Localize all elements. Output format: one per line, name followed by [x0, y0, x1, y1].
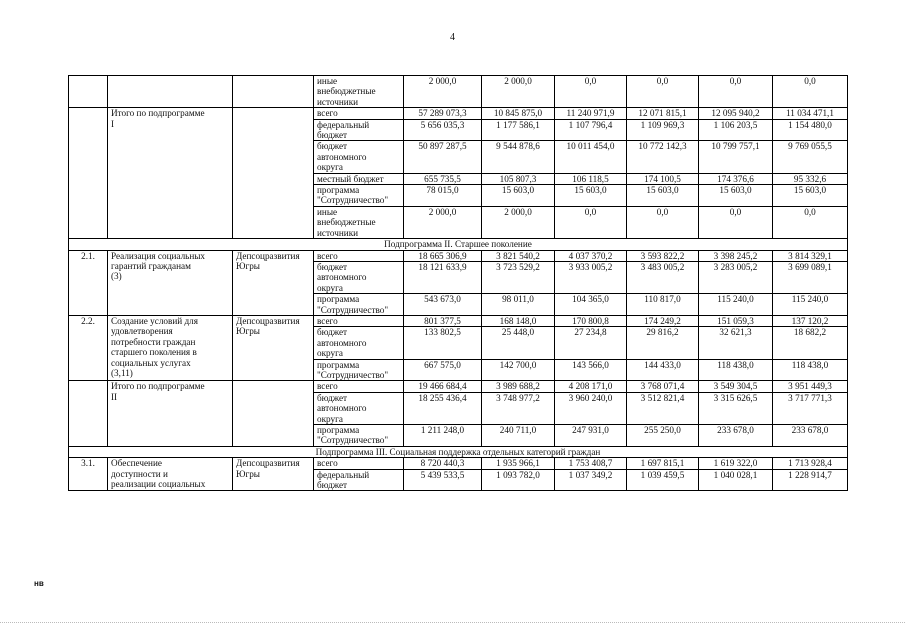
y2019-col-cell: 3 748 977,2	[482, 392, 555, 424]
executor-cell	[233, 108, 314, 239]
y2021-col-cell: 0,0	[627, 206, 699, 238]
footer-initials: нв	[34, 579, 44, 588]
y2022-col-cell: 1 040 028,1	[699, 469, 773, 491]
y2021-col-cell: 110 817,0	[627, 294, 699, 316]
y2023-col-cell: 115 240,0	[773, 294, 848, 316]
total-col-cell: 655 735,5	[404, 173, 482, 184]
y2020-col-cell: 104 365,0	[555, 294, 627, 316]
funding-source-cell: федеральный бюджет	[314, 119, 404, 141]
total-col-cell: 57 289 073,3	[404, 108, 482, 119]
funding-source-cell: местный бюджет	[314, 173, 404, 184]
total-col-cell: 5 439 533,5	[404, 469, 482, 491]
table-row	[69, 108, 848, 119]
y2021-col-cell: 29 816,2	[627, 327, 699, 359]
funding-source-cell: программа "Сотрудничество"	[314, 359, 404, 381]
funding-source-cell: всего	[314, 108, 404, 119]
row-number-cell	[69, 381, 108, 446]
y2021-col-cell: 0,0	[627, 76, 699, 108]
y2021-col-cell: 255 250,0	[627, 425, 699, 447]
y2022-col-cell: 32 621,3	[699, 327, 773, 359]
total-col-cell: 667 575,0	[404, 359, 482, 381]
y2020-col-cell: 15 603,0	[555, 185, 627, 207]
y2022-col-cell: 118 438,0	[699, 359, 773, 381]
y2023-col-cell: 9 769 055,5	[773, 141, 848, 173]
y2019-col-cell: 25 448,0	[482, 327, 555, 359]
funding-source-cell: бюджет автономного округа	[314, 327, 404, 359]
y2021-col-cell: 3 483 005,2	[627, 261, 699, 293]
funding-source-cell: бюджет автономного округа	[314, 261, 404, 293]
y2020-col-cell: 27 234,8	[555, 327, 627, 359]
row-number-cell: 2.1.	[69, 250, 108, 315]
y2022-col-cell: 233 678,0	[699, 425, 773, 447]
y2020-col-cell: 11 240 971,9	[555, 108, 627, 119]
y2019-col-cell: 3 723 529,2	[482, 261, 555, 293]
y2022-col-cell: 15 603,0	[699, 185, 773, 207]
y2020-col-cell: 0,0	[555, 206, 627, 238]
y2023-col-cell: 0,0	[773, 206, 848, 238]
y2020-col-cell: 170 800,8	[555, 315, 627, 326]
page-number: 4	[450, 32, 455, 43]
total-col-cell: 18 665 306,9	[404, 250, 482, 261]
y2021-col-cell: 3 768 071,4	[627, 381, 699, 392]
row-number-cell: 2.2.	[69, 315, 108, 380]
table-row	[69, 458, 848, 469]
total-col-cell: 78 015,0	[404, 185, 482, 207]
funding-source-cell: бюджет автономного округа	[314, 141, 404, 173]
y2023-col-cell: 233 678,0	[773, 425, 848, 447]
y2020-col-cell: 1 037 349,2	[555, 469, 627, 491]
funding-source-cell: программа "Сотрудничество"	[314, 185, 404, 207]
total-col-cell: 50 897 287,5	[404, 141, 482, 173]
y2019-col-cell: 15 603,0	[482, 185, 555, 207]
y2023-col-cell: 1 713 928,4	[773, 458, 848, 469]
y2023-col-cell: 11 034 471,1	[773, 108, 848, 119]
total-col-cell: 8 720 440,3	[404, 458, 482, 469]
table-row	[69, 250, 848, 261]
funding-source-cell: всего	[314, 381, 404, 392]
y2023-col-cell: 137 120,2	[773, 315, 848, 326]
activity-name-cell: Обеспечение доступности и реализации социальных	[108, 458, 233, 491]
y2021-col-cell: 174 249,2	[627, 315, 699, 326]
y2023-col-cell: 15 603,0	[773, 185, 848, 207]
budget-table	[68, 75, 848, 491]
total-col-cell: 1 211 248,0	[404, 425, 482, 447]
y2019-col-cell: 168 148,0	[482, 315, 555, 326]
funding-source-cell: всего	[314, 315, 404, 326]
executor-cell: Депсоцразвития Югры	[233, 458, 314, 491]
y2022-col-cell: 3 315 626,5	[699, 392, 773, 424]
y2019-col-cell: 10 845 875,0	[482, 108, 555, 119]
row-number-cell	[69, 108, 108, 239]
total-col-cell: 19 466 684,4	[404, 381, 482, 392]
activity-name-cell: Итого по подпрограмме I	[108, 108, 233, 239]
y2020-col-cell: 1 107 796,4	[555, 119, 627, 141]
total-col-cell: 18 121 633,9	[404, 261, 482, 293]
y2022-col-cell: 0,0	[699, 76, 773, 108]
y2020-col-cell: 0,0	[555, 76, 627, 108]
row-number-cell: 3.1.	[69, 458, 108, 491]
y2020-col-cell: 3 933 005,2	[555, 261, 627, 293]
y2023-col-cell: 95 332,6	[773, 173, 848, 184]
y2023-col-cell: 0,0	[773, 76, 848, 108]
activity-name-cell: Итого по подпрограмме II	[108, 381, 233, 446]
y2019-col-cell: 1 177 586,1	[482, 119, 555, 141]
y2019-col-cell: 105 807,3	[482, 173, 555, 184]
y2021-col-cell: 12 071 815,1	[627, 108, 699, 119]
y2022-col-cell: 0,0	[699, 206, 773, 238]
page-bottom-rule	[0, 622, 905, 623]
y2023-col-cell: 1 228 914,7	[773, 469, 848, 491]
y2022-col-cell: 12 095 940,2	[699, 108, 773, 119]
funding-source-cell: федеральный бюджет	[314, 469, 404, 491]
y2019-col-cell: 98 011,0	[482, 294, 555, 316]
y2019-col-cell: 1 935 966,1	[482, 458, 555, 469]
section-header-row	[69, 446, 848, 457]
total-col-cell: 133 802,5	[404, 327, 482, 359]
y2021-col-cell: 3 593 822,2	[627, 250, 699, 261]
y2021-col-cell: 1 109 969,3	[627, 119, 699, 141]
funding-source-cell: программа "Сотрудничество"	[314, 294, 404, 316]
y2020-col-cell: 3 960 240,0	[555, 392, 627, 424]
funding-source-cell: всего	[314, 250, 404, 261]
y2022-col-cell: 3 283 005,2	[699, 261, 773, 293]
y2021-col-cell: 144 433,0	[627, 359, 699, 381]
y2020-col-cell: 143 566,0	[555, 359, 627, 381]
y2023-col-cell: 18 682,2	[773, 327, 848, 359]
funding-source-cell: иные внебюджетные источники	[314, 206, 404, 238]
y2022-col-cell: 1 619 322,0	[699, 458, 773, 469]
y2019-col-cell: 2 000,0	[482, 206, 555, 238]
total-col-cell: 2 000,0	[404, 206, 482, 238]
y2023-col-cell: 118 438,0	[773, 359, 848, 381]
activity-name-cell: Создание условий для удовлетворения потребности граждан старшего поколения в социальных услугах (3,11)	[108, 315, 233, 380]
total-col-cell: 543 673,0	[404, 294, 482, 316]
y2023-col-cell: 3 951 449,3	[773, 381, 848, 392]
executor-cell	[233, 76, 314, 108]
section-title: Подпрограмма III. Социальная поддержка отдельных категорий граждан	[69, 446, 848, 457]
y2022-col-cell: 10 799 757,1	[699, 141, 773, 173]
section-header-row	[69, 239, 848, 250]
y2022-col-cell: 115 240,0	[699, 294, 773, 316]
total-col-cell: 2 000,0	[404, 76, 482, 108]
y2023-col-cell: 3 814 329,1	[773, 250, 848, 261]
y2019-col-cell: 2 000,0	[482, 76, 555, 108]
activity-name-cell: Реализация социальных гарантий гражданам (3)	[108, 250, 233, 315]
y2021-col-cell: 1 697 815,1	[627, 458, 699, 469]
y2020-col-cell: 4 208 171,0	[555, 381, 627, 392]
y2022-col-cell: 3 398 245,2	[699, 250, 773, 261]
section-title: Подпрограмма II. Старшее поколение	[69, 239, 848, 250]
y2019-col-cell: 142 700,0	[482, 359, 555, 381]
total-col-cell: 5 656 035,3	[404, 119, 482, 141]
y2021-col-cell: 3 512 821,4	[627, 392, 699, 424]
funding-source-cell: иные внебюджетные источники	[314, 76, 404, 108]
executor-cell	[233, 381, 314, 446]
y2021-col-cell: 15 603,0	[627, 185, 699, 207]
y2022-col-cell: 1 106 203,5	[699, 119, 773, 141]
y2022-col-cell: 151 059,3	[699, 315, 773, 326]
y2022-col-cell: 3 549 304,5	[699, 381, 773, 392]
table-row	[69, 381, 848, 392]
funding-source-cell: всего	[314, 458, 404, 469]
row-number-cell	[69, 76, 108, 108]
y2019-col-cell: 3 989 688,2	[482, 381, 555, 392]
activity-name-cell	[108, 76, 233, 108]
total-col-cell: 801 377,5	[404, 315, 482, 326]
y2021-col-cell: 10 772 142,3	[627, 141, 699, 173]
y2023-col-cell: 3 699 089,1	[773, 261, 848, 293]
y2020-col-cell: 247 931,0	[555, 425, 627, 447]
executor-cell: Депсоцразвития Югры	[233, 250, 314, 315]
funding-source-cell: бюджет автономного округа	[314, 392, 404, 424]
y2021-col-cell: 174 100,5	[627, 173, 699, 184]
funding-source-cell: программа "Сотрудничество"	[314, 425, 404, 447]
y2019-col-cell: 240 711,0	[482, 425, 555, 447]
y2019-col-cell: 1 093 782,0	[482, 469, 555, 491]
executor-cell: Депсоцразвития Югры	[233, 315, 314, 380]
y2023-col-cell: 1 154 480,0	[773, 119, 848, 141]
y2020-col-cell: 4 037 370,2	[555, 250, 627, 261]
y2022-col-cell: 174 376,6	[699, 173, 773, 184]
table-row	[69, 76, 848, 108]
y2020-col-cell: 106 118,5	[555, 173, 627, 184]
y2020-col-cell: 1 753 408,7	[555, 458, 627, 469]
y2023-col-cell: 3 717 771,3	[773, 392, 848, 424]
y2019-col-cell: 9 544 878,6	[482, 141, 555, 173]
y2020-col-cell: 10 011 454,0	[555, 141, 627, 173]
y2019-col-cell: 3 821 540,2	[482, 250, 555, 261]
y2021-col-cell: 1 039 459,5	[627, 469, 699, 491]
table-row	[69, 315, 848, 326]
total-col-cell: 18 255 436,4	[404, 392, 482, 424]
